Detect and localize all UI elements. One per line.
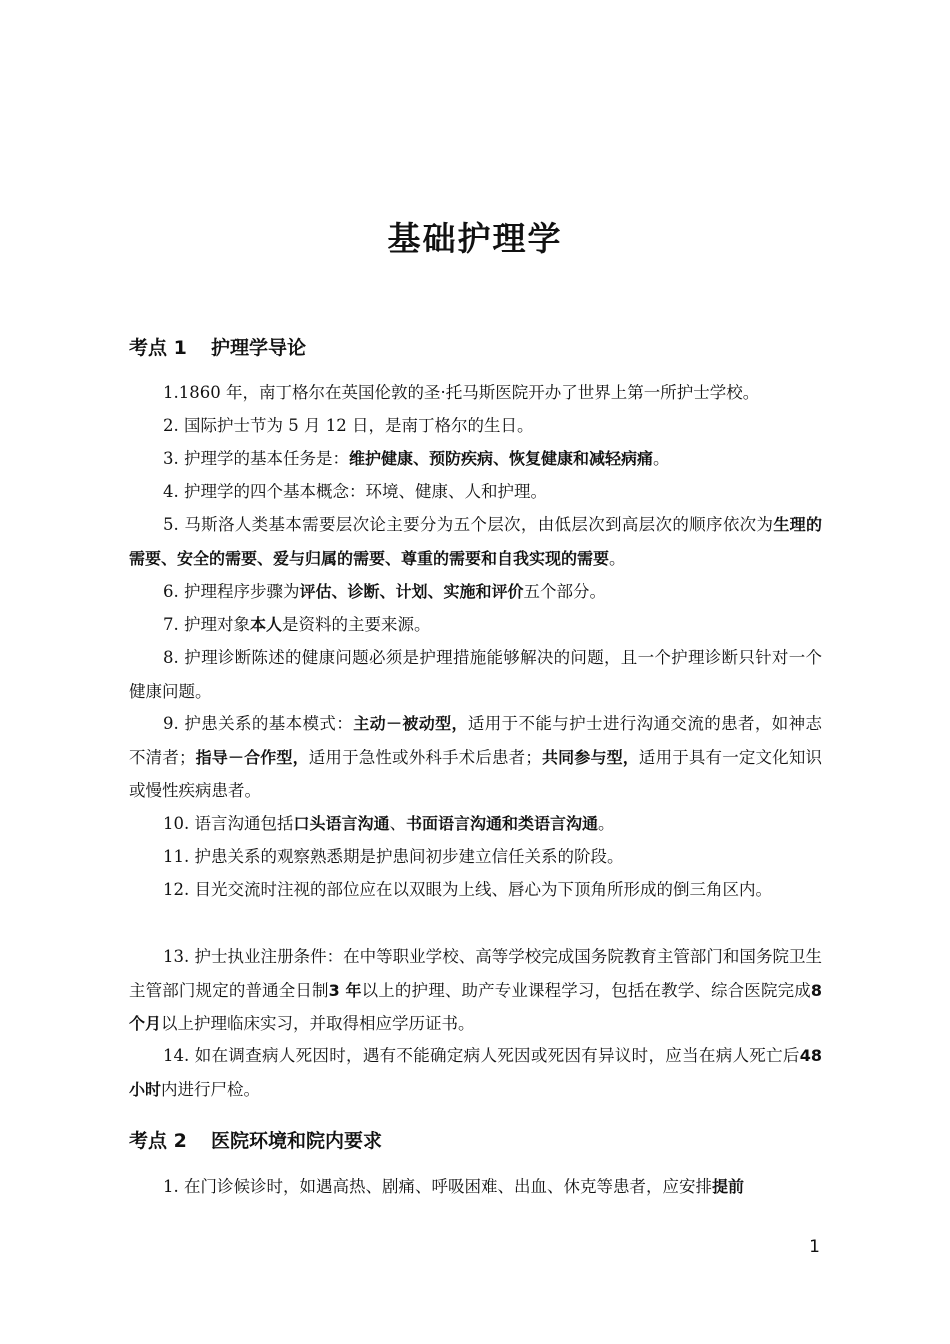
emphasis: 提前 (712, 1177, 745, 1196)
emphasis: 8 个月 (129, 980, 822, 1033)
section-heading-1 (129, 334, 829, 362)
paragraph-1-6: 6. 护理程序步骤为评估、诊断、计划、实施和评价五个部分。 (163, 582, 607, 601)
paragraph-1-8: 8. 护理诊断陈述的健康问题必须是护理措施能够解决的问题，且一个护理诊断只针对一个健康问题。 (129, 648, 822, 701)
emphasis: 维护健康、预防疾病、恢复健康和减轻病痛 (349, 449, 654, 468)
paragraph-1-13: 13. 护士执业注册条件：在中等职业学校、高等学校完成国务院教育主管部门和国务院卫生主管部门规定的普通全日制3 年以上的护理、助产专业课程学习，包括在教学、综合医院完成8 个月以上护理临床实习，并取得相应学历证书。 (129, 947, 822, 1033)
section-title: 护理学导论 (211, 337, 307, 359)
paragraph-1-4: 4. 护理学的四个基本概念：环境、健康、人和护理。 (163, 482, 547, 501)
emphasis: 生理的需要、安全的需要、爱与归属的需要、尊重的需要和自我实现的需要 (129, 515, 822, 568)
paragraph-2-1: 1. 在门诊候诊时，如遇高热、剧痛、呼吸困难、出血、休克等患者，应安排提前 (163, 1177, 745, 1196)
emphasis: 48 小时 (129, 1046, 822, 1099)
paragraph-1-14: 14. 如在调查病人死因时，遇有不能确定病人死因或死因有异议时，应当在病人死亡后48 小时内进行尸检。 (129, 1046, 822, 1099)
paragraph-1-3: 3. 护理学的基本任务是：维护健康、预防疾病、恢复健康和减轻病痛。 (163, 449, 670, 468)
emphasis: 本人 (250, 615, 283, 634)
emphasis: 共同参与型， (541, 747, 639, 767)
section-heading-2 (129, 1127, 829, 1155)
emphasis: 主动－被动型， (353, 714, 468, 733)
paragraph-1-12: 12. 目光交流时注视的部位应在以双眼为上线、唇心为下顶角所形成的倒三角区内。 (163, 880, 772, 899)
paragraph-1-5: 5. 马斯洛人类基本需要层次论主要分为五个层次，由低层次到高层次的顺序依次为生理的需要、安全的需要、爱与归属的需要、尊重的需要和自我实现的需要。 (129, 515, 822, 568)
emphasis: 评估、诊断、计划、实施和评价 (299, 582, 524, 601)
emphasis: 指导－合作型， (195, 747, 309, 767)
section-number: 考点 1 (129, 337, 187, 359)
emphasis: 书面语言沟通和类语言沟通 (406, 814, 599, 833)
page-number: 1 (809, 1237, 820, 1257)
section-number: 考点 2 (129, 1130, 187, 1152)
paragraph-1-11: 11. 护患关系的观察熟悉期是护患间初步建立信任关系的阶段。 (163, 847, 624, 866)
paragraph-1-1: 1.1860 年，南丁格尔在英国伦敦的圣·托马斯医院开办了世界上第一所护士学校。 (163, 383, 760, 402)
paragraph-1-2: 2. 国际护士节为 5 月 12 日，是南丁格尔的生日。 (163, 416, 534, 435)
paragraph-1-9: 9. 护患关系的基本模式：主动－被动型，适用于不能与护士进行沟通交流的患者，如神志不清者；指导－合作型，适用于急性或外科手术后患者；共同参与型，适用于具有一定文化知识或慢性疾病患者。 (129, 714, 823, 800)
page-title: 基础护理学 (387, 219, 563, 258)
paragraph-1-10: 10. 语言沟通包括口头语言沟通、书面语言沟通和类语言沟通。 (163, 814, 615, 833)
section-title: 医院环境和院内要求 (211, 1130, 383, 1152)
emphasis: 口头语言沟通 (293, 814, 390, 833)
paragraph-1-7: 7. 护理对象本人是资料的主要来源。 (163, 615, 431, 634)
emphasis: 3 年 (328, 980, 362, 1000)
